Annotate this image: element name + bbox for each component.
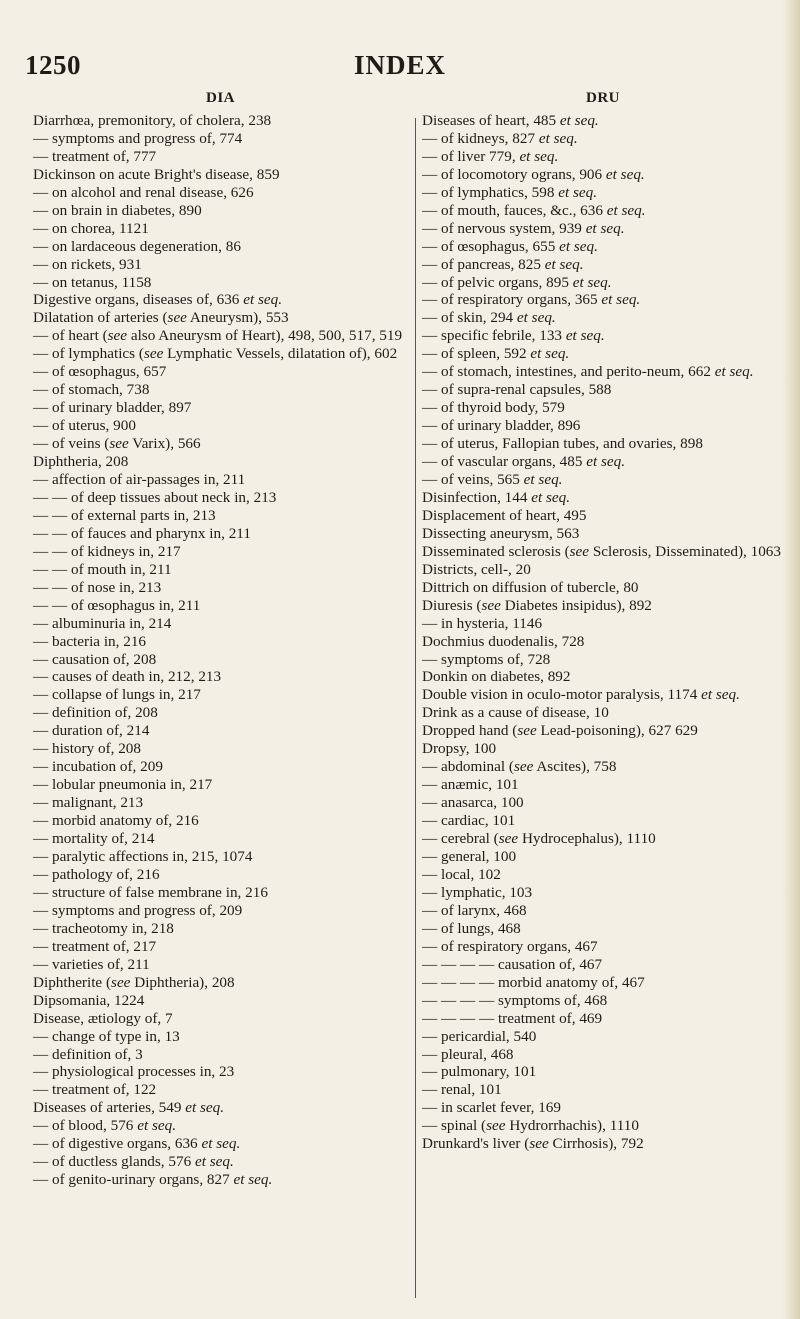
index-entry: — affection of air-passages in, 211	[33, 471, 246, 488]
page-number: 1250	[25, 50, 81, 80]
index-entry: Diseases of heart, 485 et seq.	[422, 111, 599, 129]
index-entry: — of larynx, 468	[422, 901, 527, 919]
index-entry: — cardiac, 101	[422, 812, 516, 830]
index-entry: Dipsomania, 1224	[33, 991, 145, 1009]
index-entry: — on alcohol and renal disease, 626	[33, 183, 254, 201]
index-entry: Dilatation of arteries (see Aneurysm), 553	[33, 309, 289, 327]
index-entry: — mortality of, 214	[33, 830, 155, 848]
index-entry: — local, 102	[422, 865, 501, 883]
index-entry: — of pelvic organs, 895 et seq.	[422, 273, 612, 291]
index-entry: — causes of death in, 212, 213	[33, 668, 222, 686]
index-entry: Disinfection, 144 et seq.	[422, 488, 571, 506]
index-entry: — — of deep tissues about neck in, 213	[33, 488, 277, 506]
index-entry: Donkin on diabetes, 892	[422, 668, 571, 686]
index-entry: — albuminuria in, 214	[33, 614, 172, 632]
index-entry: Districts, cell-, 20	[422, 560, 531, 578]
index-entry: — — — — treatment of, 469	[422, 1009, 603, 1027]
index-entry: — — — — morbid anatomy of, 467	[422, 973, 645, 991]
index-entry: — of veins (see Varix), 566	[33, 435, 201, 453]
index-entry: — of uterus, 900	[33, 417, 136, 435]
index-entry: — on chorea, 1121	[33, 219, 149, 237]
index-entry: — of urinary bladder, 897	[33, 399, 192, 417]
right-column	[422, 90, 784, 1153]
page-header	[0, 50, 800, 80]
index-entry: — of genito-urinary organs, 827 et seq.	[33, 1171, 273, 1189]
index-entry: Dropped hand (see Lead-poisoning), 627 629	[422, 722, 698, 740]
index-entry: Dissecting aneurysm, 563	[422, 524, 580, 542]
index-entry: Double vision in oculo-motor paralysis, 1174 et seq.	[422, 686, 740, 704]
index-entry: — general, 100	[422, 848, 517, 866]
index-entry: Drunkard's liver (see Cirrhosis), 792	[422, 1135, 644, 1153]
index-entry: — history of, 208	[33, 740, 141, 758]
index-entry: — physiological processes in, 23	[33, 1063, 235, 1081]
index-entry: — cerebral (see Hydrocephalus), 1110	[422, 830, 656, 848]
index-entry: — of locomotory ograns, 906 et seq.	[422, 165, 645, 183]
index-entry: — pericardial, 540	[422, 1027, 537, 1045]
index-entry: — of œsophagus, 655 et seq.	[422, 237, 598, 255]
index-entry: — change of type in, 13	[33, 1027, 180, 1045]
index-entry: Diseases of arteries, 549 et seq.	[33, 1099, 225, 1117]
index-entry: Dochmius duodenalis, 728	[422, 632, 585, 650]
index-entry: Dittrich on diffusion of tubercle, 80	[422, 578, 639, 596]
index-entry: — on tetanus, 1158	[33, 273, 152, 291]
index-entry: — treatment of, 122	[33, 1081, 157, 1099]
index-entry: — in scarlet fever, 169	[422, 1099, 561, 1117]
index-entry: — treatment of, 217	[33, 937, 157, 955]
left-column	[33, 90, 408, 1189]
index-entry: Displacement of heart, 495	[422, 506, 587, 524]
index-entry: — of lymphatics (see Lymphatic Vessels, dilatation of), 602	[33, 345, 398, 363]
index-entry: — symptoms and progress of, 209	[33, 901, 243, 919]
index-entry: Diarrhœa, premonitory, of cholera, 238	[33, 111, 272, 129]
index-entry: — of stomach, 738	[33, 381, 150, 399]
index-entry: — treatment of, 777	[33, 147, 157, 165]
page-edge-shadow	[782, 0, 800, 1319]
index-entry: — of urinary bladder, 896	[422, 417, 581, 435]
index-entry: Dickinson on acute Bright's disease, 859	[33, 165, 280, 183]
index-entry: — — — — causation of, 467	[422, 955, 603, 973]
index-entry: — of stomach, intestines, and perito-neum, 662 et seq.	[422, 363, 754, 381]
index-entry: — collapse of lungs in, 217	[33, 686, 201, 704]
index-entry: — on lardaceous degeneration, 86	[33, 237, 241, 255]
index-entry: — bacteria in, 216	[33, 632, 147, 650]
index-entry: — of nervous system, 939 et seq.	[422, 219, 625, 237]
index-entry: — of vascular organs, 485 et seq.	[422, 453, 626, 471]
index-entry: — of heart (see also Aneurysm of Heart), 498, 500, 517, 519	[33, 327, 403, 345]
index-entry: — — of fauces and pharynx in, 211	[33, 524, 251, 542]
column-divider	[415, 118, 416, 1298]
index-entry: — in hysteria, 1146	[422, 614, 543, 632]
index-entry: Dropsy, 100	[422, 740, 497, 758]
index-entry: Drink as a cause of disease, 10	[422, 704, 609, 722]
index-entry: — of kidneys, 827 et seq.	[422, 129, 578, 147]
index-entry: — lobular pneumonia in, 217	[33, 776, 213, 794]
index-entry: — — of kidneys in, 217	[33, 542, 181, 560]
index-entry: — — of œsophagus in, 211	[33, 596, 201, 614]
index-entry: — of skin, 294 et seq.	[422, 309, 556, 327]
index-entry: — — of nose in, 213	[33, 578, 162, 596]
page-title: INDEX	[353, 50, 446, 80]
index-entry: Diphtheria, 208	[33, 453, 129, 471]
index-entry: — of respiratory organs, 365 et seq.	[422, 291, 641, 309]
index-entry: — — — — symptoms of, 468	[422, 991, 608, 1009]
index-entry: — malignant, 213	[33, 794, 144, 812]
index-entry: — anasarca, 100	[422, 794, 524, 812]
index-entry: — abdominal (see Ascites), 758	[422, 758, 617, 776]
index-entry: — specific febrile, 133 et seq.	[422, 327, 605, 345]
index-entry: — of œsophagus, 657	[33, 363, 167, 381]
left-entry-list	[33, 112, 408, 1189]
index-entry: — definition of, 208	[33, 704, 158, 722]
index-entry: — pleural, 468	[422, 1045, 514, 1063]
index-entry: — of digestive organs, 636 et seq.	[33, 1135, 241, 1153]
index-entry: — morbid anatomy of, 216	[33, 812, 199, 830]
index-entry: — — of external parts in, 213	[33, 506, 216, 524]
index-entry: — of lungs, 468	[422, 919, 521, 937]
index-entry: — of liver 779, et seq.	[422, 147, 559, 165]
index-entry: Diuresis (see Diabetes insipidus), 892	[422, 596, 652, 614]
index-entry: — varieties of, 211	[33, 955, 150, 973]
index-entry: — of respiratory organs, 467	[422, 937, 598, 955]
index-entry: — pulmonary, 101	[422, 1063, 537, 1081]
index-entry: — of supra-renal capsules, 588	[422, 381, 612, 399]
index-entry: — of spleen, 592 et seq.	[422, 345, 570, 363]
index-entry: Disease, ætiology of, 7	[33, 1009, 173, 1027]
index-entry: — of mouth, fauces, &c., 636 et seq.	[422, 201, 646, 219]
index-entry: — of lymphatics, 598 et seq.	[422, 183, 598, 201]
left-guide-word: DIA	[205, 90, 235, 106]
index-entry: — anæmic, 101	[422, 776, 519, 794]
index-entry: — causation of, 208	[33, 650, 157, 668]
index-entry: — symptoms of, 728	[422, 650, 551, 668]
index-entry: Digestive organs, diseases of, 636 et seq.	[33, 291, 283, 309]
index-entry: Diphtherite (see Diphtheria), 208	[33, 973, 235, 991]
right-entry-list	[422, 112, 784, 1153]
index-entry: — of ductless glands, 576 et seq.	[33, 1153, 234, 1171]
index-entry: — duration of, 214	[33, 722, 150, 740]
index-entry: — paralytic affections in, 215, 1074	[33, 848, 253, 866]
index-entry: — — of mouth in, 211	[33, 560, 172, 578]
index-entry: — on brain in diabetes, 890	[33, 201, 202, 219]
index-entry: — structure of false membrane in, 216	[33, 883, 268, 901]
index-entry: — pathology of, 216	[33, 865, 160, 883]
index-entry: — symptoms and progress of, 774	[33, 129, 243, 147]
index-entry: — renal, 101	[422, 1081, 502, 1099]
index-entry: — of veins, 565 et seq.	[422, 471, 563, 488]
index-entry: — of thyroid body, 579	[422, 399, 565, 417]
index-entry: — spinal (see Hydrorrhachis), 1110	[422, 1117, 639, 1135]
index-entry: — on rickets, 931	[33, 255, 142, 273]
index-entry: — incubation of, 209	[33, 758, 163, 776]
right-guide-word: DRU	[586, 90, 620, 106]
index-entry: — lymphatic, 103	[422, 883, 533, 901]
index-entry: — of blood, 576 et seq.	[33, 1117, 177, 1135]
index-entry: — definition of, 3	[33, 1045, 143, 1063]
index-entry: — of pancreas, 825 et seq.	[422, 255, 584, 273]
index-entry: Disseminated sclerosis (see Sclerosis, Disseminated), 1063	[422, 542, 781, 560]
index-entry: — of uterus, Fallopian tubes, and ovaries, 898	[422, 435, 703, 453]
index-entry: — tracheotomy in, 218	[33, 919, 174, 937]
